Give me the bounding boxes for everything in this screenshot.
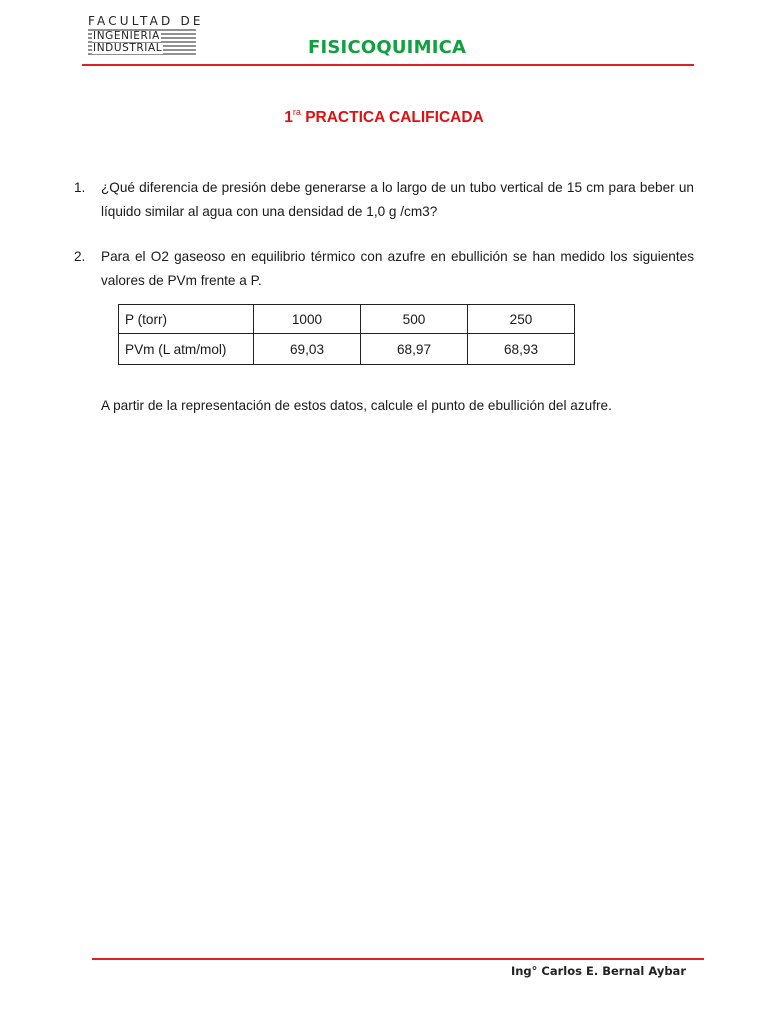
table-row [119,334,575,365]
course-title: FISICOQUIMICA [308,37,467,58]
logo-faculty-text: FACULTAD DE [88,14,204,28]
practice-ordinal: 1 [284,109,293,127]
table-cell: 68,93 [468,334,575,365]
question-number: 1. [74,180,86,195]
logo-engineering-text: INGENIERIA [93,30,160,42]
question-2-instruction: A partir de la representación de estos datos, calcule el punto de ebullición del azufre. [101,398,612,413]
question-2 [74,245,694,293]
table-cell-label: PVm (L atm/mol) [119,334,254,365]
table-cell: 68,97 [361,334,468,365]
practice-title-text: PRACTICA CALIFICADA [305,109,484,127]
practice-title [0,108,768,127]
question-text: ¿Qué diferencia de presión debe generarse a lo largo de un tubo vertical de 15 cm para beber un líquido similar al agua con una densidad de 1,0 g /cm3? [101,180,694,219]
faculty-logo [88,14,204,58]
table-cell-label: P (torr) [119,305,254,334]
table-cell: 1000 [254,305,361,334]
table-cell: 250 [468,305,575,334]
author-name: Ing° Carlos E. Bernal Aybar [510,964,686,978]
table-cell: 500 [361,305,468,334]
logo-lined-box [88,29,196,57]
data-table [118,304,575,365]
table-cell: 69,03 [254,334,361,365]
table-row [119,305,575,334]
logo-industrial-text: INDUSTRIAL [93,42,163,54]
practice-ordinal-suffix: ra [292,107,301,117]
question-text: Para el O2 gaseoso en equilibrio térmico con azufre en ebullición se han medido los siguientes valores de PVm frente a P. [101,249,694,288]
question-number: 2. [74,249,86,264]
question-1 [74,176,694,224]
header-divider [82,64,694,66]
footer-divider [92,958,704,960]
